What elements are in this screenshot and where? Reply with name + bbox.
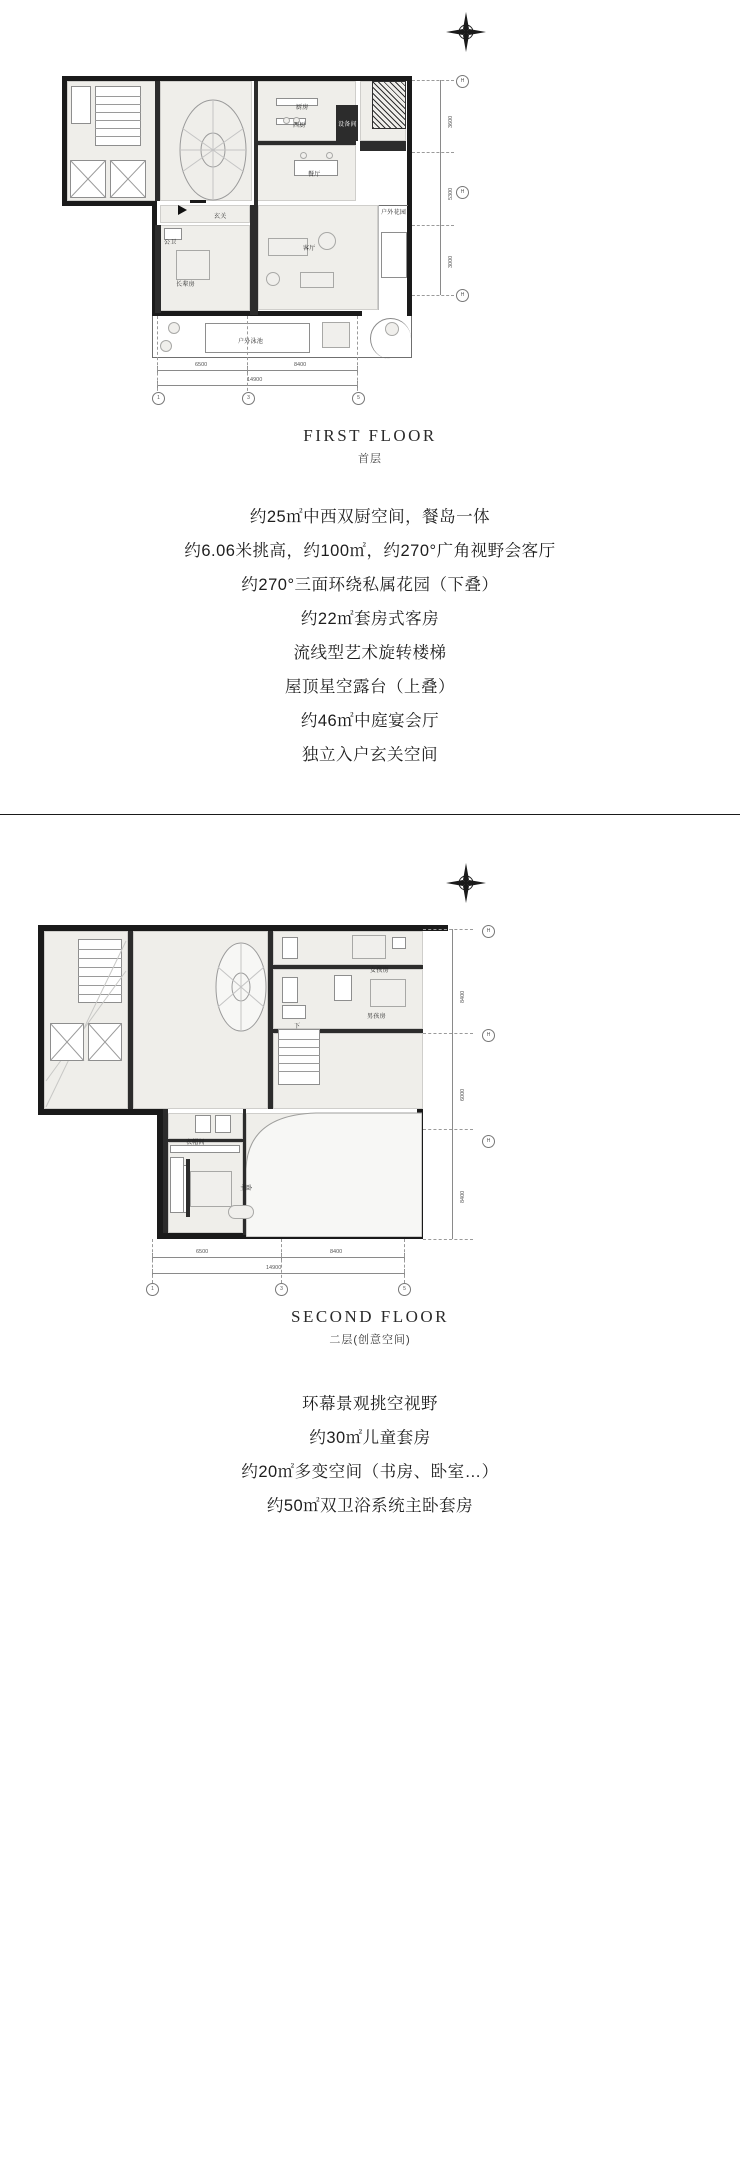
feature-line: 屋顶星空露台（上叠） (285, 678, 455, 696)
first-floor-caption (0, 426, 740, 466)
feature-line: 流线型艺术旋转楼梯 (293, 644, 447, 662)
room-label: 男孩房 (367, 1014, 386, 1020)
feature-line: 约46㎡中庭宴会厅 (300, 712, 440, 730)
compass-icon (444, 861, 488, 905)
dimension: 6500 (196, 1249, 209, 1255)
room-label: 公卫 (164, 240, 177, 246)
room-label: 餐厅 (308, 172, 321, 178)
caption-en: SECOND FLOOR (291, 1307, 449, 1326)
dimension: 8400 (460, 990, 466, 1003)
axis-mark: H (456, 186, 469, 199)
dimension: 3000 (448, 255, 454, 268)
caption-cn: 首层 (358, 453, 382, 465)
compass-icon (444, 10, 488, 54)
axis-mark: 5 (352, 392, 365, 405)
axis-mark: 1 (146, 1283, 159, 1296)
dimension: 5300 (448, 187, 454, 200)
room-label: 玄关 (214, 214, 227, 220)
dimension: 8400 (294, 362, 307, 368)
dimension: 8400 (330, 1249, 343, 1255)
axis-mark: 5 (398, 1283, 411, 1296)
room-label: 户外花园 (381, 210, 407, 216)
room-label: 设备间 (338, 122, 357, 128)
dimension: 8400 (460, 1190, 466, 1203)
axis-mark: H (456, 289, 469, 302)
dimension: 6500 (195, 362, 208, 368)
first-floor-features (50, 500, 690, 772)
dimension: 6000 (460, 1088, 466, 1101)
axis-mark: H (482, 1029, 495, 1042)
second-floor-features (50, 1387, 690, 1523)
axis-mark: 3 (275, 1283, 288, 1296)
feature-line: 环幕景观挑空视野 (302, 1395, 438, 1413)
section-second-floor (0, 853, 740, 1523)
feature-line: 独立入户玄关空间 (302, 746, 438, 764)
axis-mark: H (482, 925, 495, 938)
feature-line: 约20㎡多变空间（书房、卧室…） (241, 1463, 499, 1481)
dimension: 14900 (266, 1265, 282, 1271)
feature-line: 约22㎡套房式客房 (300, 610, 440, 628)
feature-line: 约6.06米挑高，约100㎡，约270°广角视野会客厅 (184, 542, 556, 560)
feature-line: 约50㎡双卫浴系统主卧套房 (266, 1497, 474, 1515)
axis-mark: H (482, 1135, 495, 1148)
room-label: 女孩房 (370, 968, 389, 974)
feature-line: 约25㎡中西双厨空间，餐岛一体 (249, 508, 491, 526)
dimension: 14900 (247, 377, 263, 383)
room-label: 客厅 (303, 246, 316, 252)
room-label: 下 (294, 1024, 301, 1030)
section-divider (0, 814, 740, 815)
second-floor-caption (0, 1307, 740, 1347)
second-floor-plan (0, 853, 740, 1292)
caption-cn: 二层(创意空间) (329, 1334, 411, 1346)
dimension: 3600 (448, 115, 454, 128)
room-label: 主卧 (240, 1186, 253, 1192)
axis-mark: 3 (242, 392, 255, 405)
axis-mark: 1 (152, 392, 165, 405)
axis-mark: H (456, 75, 469, 88)
feature-line: 约30㎡儿童套房 (309, 1429, 431, 1447)
caption-en: FIRST FLOOR (303, 426, 437, 445)
room-label: 衣帽间 (186, 1140, 205, 1146)
first-floor-plan (0, 0, 740, 420)
room-label: 西厨 (293, 123, 306, 129)
room-label: 长辈房 (176, 282, 195, 288)
room-label: 厨房 (296, 105, 309, 111)
room-label: 户外泳池 (238, 339, 264, 345)
feature-line: 约270°三面环绕私属花园（下叠） (241, 576, 499, 594)
section-first-floor (0, 0, 740, 815)
